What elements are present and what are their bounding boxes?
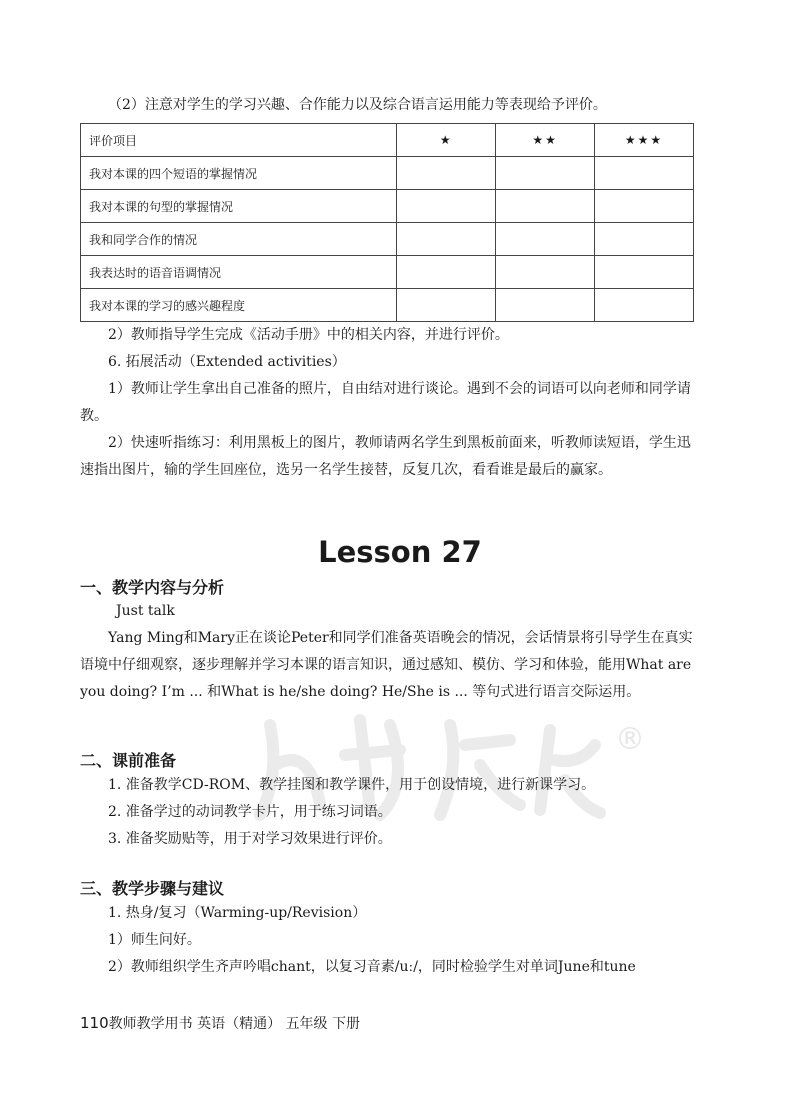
table-cell (397, 289, 496, 322)
section2-heading: 二、课前准备 (80, 751, 177, 770)
section1-heading: 一、教学内容与分析 (80, 578, 225, 597)
table-row (81, 289, 694, 322)
table-cell (595, 157, 694, 190)
prep-item-2: 2. 准备学过的动词教学卡片，用于练习词语。 (108, 804, 392, 820)
table-row (81, 223, 694, 256)
table-row-label: 我对本课的学习的感兴趣程度 (81, 289, 397, 322)
extended-activities-heading: 6. 拓展活动（Extended activities） (108, 354, 346, 370)
table-cell (496, 157, 595, 190)
table-cell (496, 289, 595, 322)
table-cell (496, 223, 595, 256)
activity-book-paragraph: 2）教师指导学生完成《活动手册》中的相关内容，并进行评价。 (108, 327, 509, 343)
table-row (81, 157, 694, 190)
table-cell (496, 256, 595, 289)
extended-step-2: 2）快速听指练习：利用黑板上的图片，教师请两名学生到黑板前面来，听教师读短语，学生迅速指出图片，输的学生回座位，选另一名学生接替，反复几次，看看谁是最后的赢家。 (80, 435, 691, 478)
table-cell (496, 190, 595, 223)
table-row-label: 我对本课的句型的掌握情况 (81, 190, 397, 223)
table-cell (595, 223, 694, 256)
table-cell (595, 289, 694, 322)
table-header-row (81, 124, 694, 157)
table-cell (397, 223, 496, 256)
table-row (81, 256, 694, 289)
prep-item-3: 3. 准备奖励贴等，用于对学习效果进行评价。 (108, 831, 392, 847)
table-cell (397, 157, 496, 190)
table-cell (397, 190, 496, 223)
page-footer (80, 1013, 360, 1033)
table-row-label: 我对本课的四个短语的掌握情况 (81, 157, 397, 190)
table-cell (595, 190, 694, 223)
step-item-1: 1. 热身/复习（Warming-up/Revision） (108, 905, 367, 921)
star-2-header: ★★ (496, 124, 595, 157)
table-row-label: 我表达时的语音语调情况 (81, 256, 397, 289)
section1-subtitle: Just talk (116, 603, 175, 619)
registered-mark: ® (615, 722, 645, 757)
step-item-2: 1）师生问好。 (108, 932, 201, 948)
prep-item-1: 1. 准备教学CD-ROM、教学挂图和教学课件，用于创设情境，进行新课学习。 (108, 777, 596, 793)
table-row-label: 我和同学合作的情况 (81, 223, 397, 256)
lesson-title: Lesson 27 (318, 535, 482, 569)
extended-step-1: 1）教师让学生拿出自己准备的照片，自由结对进行谈论。遇到不会的词语可以向老师和同学请教。 (80, 381, 691, 424)
evaluation-table (80, 123, 694, 322)
table-header-cell: 评价项目 (81, 124, 397, 157)
step-item-3: 2）教师组织学生齐声吟唱chant，以复习音素/uː/，同时检验学生对单词June和tune (108, 959, 636, 975)
page-number: 110 (80, 1014, 109, 1032)
table-cell (595, 256, 694, 289)
table-row (81, 190, 694, 223)
section1-paragraph: Yang Ming和Mary正在谈论Peter和同学们准备英语晚会的情况，会话情景将引导学生在真实语境中仔细观察，逐步理解并学习本课的语言知识，通过感知、模仿、学习和体验，能用What are you doing? I’m ... 和What is he/she doing? He/She is ... 等句式进行语言交际运用。 (80, 630, 693, 700)
footer-text: 教师教学用书 英语（精通） 五年级 下册 (108, 1016, 360, 1032)
star-3-header: ★★★ (595, 124, 694, 157)
star-1-header: ★ (397, 124, 496, 157)
table-cell (397, 256, 496, 289)
section3-heading: 三、教学步骤与建议 (80, 879, 225, 898)
intro-paragraph: （2）注意对学生的学习兴趣、合作能力以及综合语言运用能力等表现给予评价。 (108, 97, 607, 113)
